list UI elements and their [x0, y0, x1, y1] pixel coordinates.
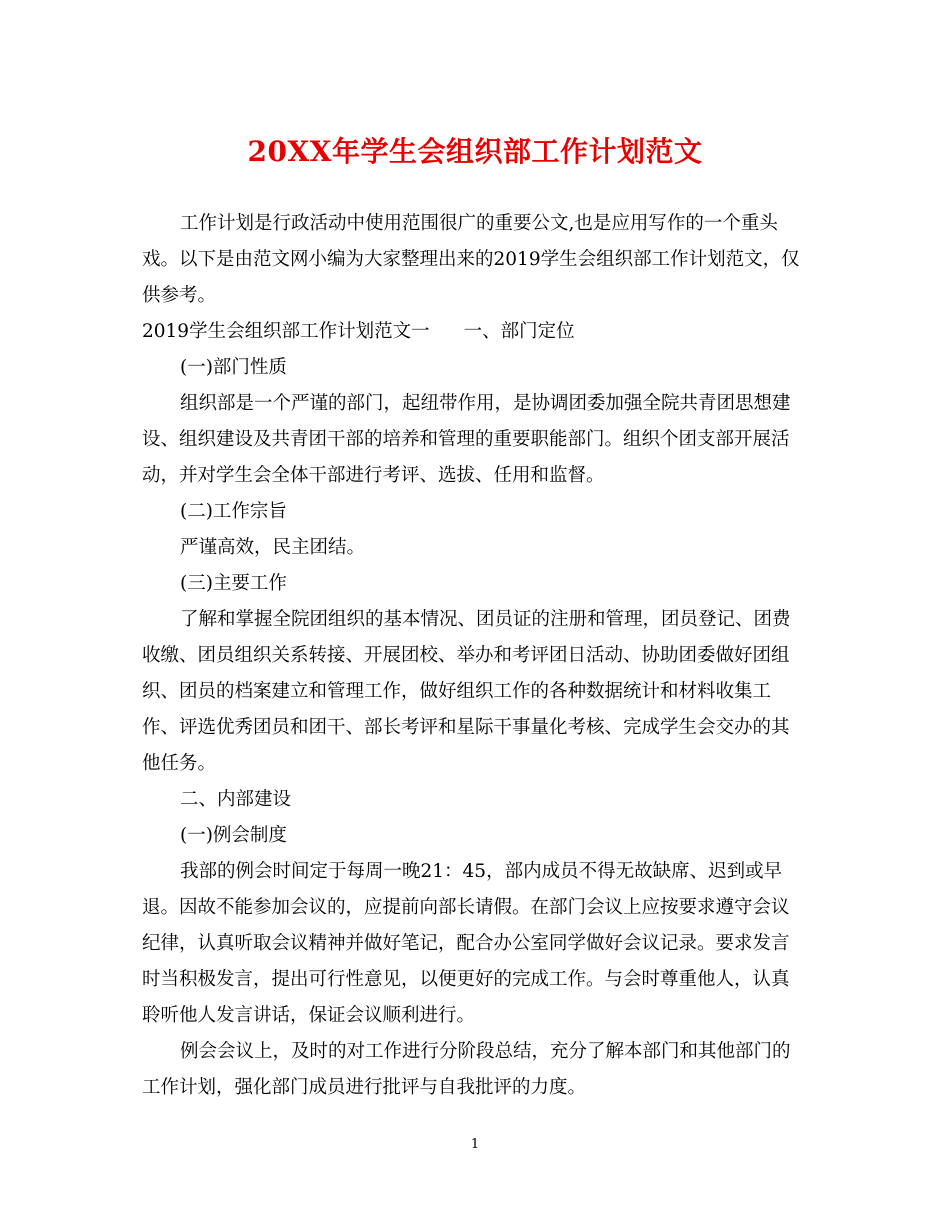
document-body	[142, 206, 804, 1106]
intro-paragraph: 工作计划是行政活动中使用范围很广的重要公文,也是应用写作的一个重头戏。以下是由范文网小编为大家整理出来的2019学生会组织部工作计划范文，仅供参考。	[142, 213, 800, 306]
section-heading-1: 一、部门定位	[463, 321, 575, 342]
document-title: 20XX年学生会组织部工作计划范文	[247, 135, 703, 168]
paragraph-2: 严谨高效，民主团结。	[180, 537, 366, 558]
section-heading-2: 二、内部建设	[180, 789, 292, 810]
subheading-4: (一)例会制度	[180, 825, 287, 846]
paragraph-3: 了解和掌握全院团组织的基本情况、团员证的注册和管理，团员登记、团费收缴、团员组织关系转接、开展团校、举办和考评团日活动、协助团委做好团组织、团员的档案建立和管理工作，做好组织工作的各种数据统计和材料收集工作、评选优秀团员和团干、部长考评和星际干事量化考核、完成学生会交办的其他任务。	[142, 609, 791, 774]
subheading-2: (二)工作宗旨	[180, 501, 287, 522]
spacer	[430, 314, 464, 350]
section-intro-left: 2019学生会组织部工作计划范文一	[142, 321, 430, 342]
section-intro-line	[142, 314, 804, 350]
subheading-1: (一)部门性质	[180, 357, 287, 378]
paragraph-5: 例会会议上，及时的对工作进行分阶段总结，充分了解本部门和其他部门的工作计划，强化部门成员进行批评与自我批评的力度。	[142, 1041, 791, 1098]
subheading-3: (三)主要工作	[180, 573, 287, 594]
paragraph-1: 组织部是一个严谨的部门，起纽带作用，是协调团委加强全院共青团思想建设、组织建设及共青团干部的培养和管理的重要职能部门。组织个团支部开展活动，并对学生会全体干部进行考评、选拔、任用和监督。	[142, 393, 791, 486]
paragraph-4: 我部的例会时间定于每周一晚21：45，部内成员不得无故缺席、迟到或早退。因故不能参加会议的，应提前向部长请假。在部门会议上应按要求遵守会议纪律，认真听取会议精神并做好笔记，配合办公室同学做好会议记录。要求发言时当积极发言，提出可行性意见，以便更好的完成工作。与会时尊重他人，认真聆听他人发言讲话，保证会议顺利进行。	[142, 861, 790, 1026]
page-number: 1	[470, 1137, 480, 1152]
